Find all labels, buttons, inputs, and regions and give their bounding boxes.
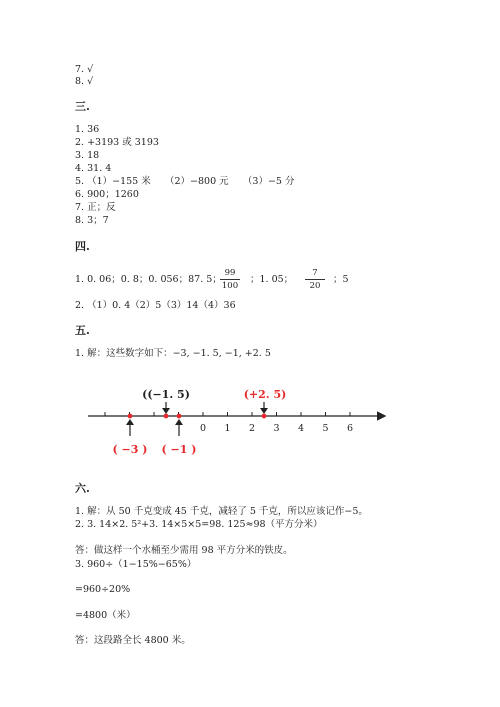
calc-line: =960÷20% <box>75 584 131 595</box>
tick-label: 2 <box>248 423 256 434</box>
answer-line: 答：这段路全长 4800 米。 <box>75 635 191 646</box>
answer-line: 7. 正；反 <box>75 202 116 213</box>
answer-line: ；5 <box>333 274 349 285</box>
answer-line: 1. 0. 06；0. 8；0. 056；87. 5； <box>75 274 222 285</box>
number-line-tick-labels <box>200 423 353 434</box>
point-neg-3 <box>128 414 133 419</box>
answer-line: 3. 18 <box>75 150 100 161</box>
tick-label: 1 <box>224 423 231 434</box>
section-heading-6: 六. <box>75 482 90 495</box>
answer-line: 6. 900；1260 <box>75 189 139 200</box>
section-heading-4: 四. <box>75 240 90 253</box>
label-neg-3: ( −3 ) <box>112 443 148 456</box>
tick-label: 4 <box>297 423 305 434</box>
answer-line: 1. 解：这些数字如下：−3, −1. 5, −1, +2. 5 <box>75 348 271 359</box>
arrowhead-neg-1 <box>175 419 183 425</box>
answer-line: ；1. 05； <box>250 274 294 285</box>
label-neg-1-5: ((−1. 5) <box>142 388 190 401</box>
answer-line: 4. 31. 4 <box>75 163 112 174</box>
calc-line: =4800（米） <box>75 610 136 621</box>
tick-label: 5 <box>322 423 329 434</box>
tick-label: 0 <box>199 423 207 434</box>
fraction-numerator: 99 <box>224 268 236 278</box>
answer-line: 2. （1）0. 4（2）5（3）14（4）36 <box>75 300 236 311</box>
label-neg-1: ( −1 ) <box>161 443 197 456</box>
arrowhead-neg-1-5 <box>162 408 170 414</box>
calc-line: 3. 960÷（1−15%−65%） <box>75 559 197 570</box>
answer-line: 2. +3193 或 3193 <box>75 137 159 148</box>
answer-line: 8. 3；7 <box>75 215 109 226</box>
answer-line: 2. 3. 14×2. 5²+3. 14×5×5=98. 125≈98（平方分米） <box>75 519 323 530</box>
answer-line: 1. 36 <box>75 124 100 135</box>
fraction-numerator: 7 <box>312 268 318 278</box>
fraction-denominator: 100 <box>221 281 239 291</box>
section-heading-5: 五. <box>75 324 90 337</box>
answer-line: 答：做这样一个水桶至少需用 98 平方分米的铁皮。 <box>75 545 293 556</box>
point-neg-1 <box>177 414 182 419</box>
answer-line: 7. √ <box>75 64 94 75</box>
answer-line: 5. （1）−155 米 （2）−800 元 （3）−5 分 <box>75 176 295 187</box>
arrowhead-pos-2-5 <box>260 408 268 414</box>
point-pos-2-5 <box>262 414 267 419</box>
tick-label: 6 <box>346 423 354 434</box>
section-heading-3: 三. <box>75 100 90 113</box>
point-neg-1-5 <box>164 414 169 419</box>
label-pos-2-5: (+2. 5) <box>243 388 287 401</box>
answer-line: 1. 解：从 50 千克变成 45 千克，减轻了 5 千克，所以应该记作−5。 <box>75 506 368 517</box>
arrowhead-neg-3 <box>126 419 134 425</box>
fraction-denominator: 20 <box>309 281 321 291</box>
answer-line: 8. √ <box>75 76 94 87</box>
tick-label: 3 <box>273 423 280 434</box>
